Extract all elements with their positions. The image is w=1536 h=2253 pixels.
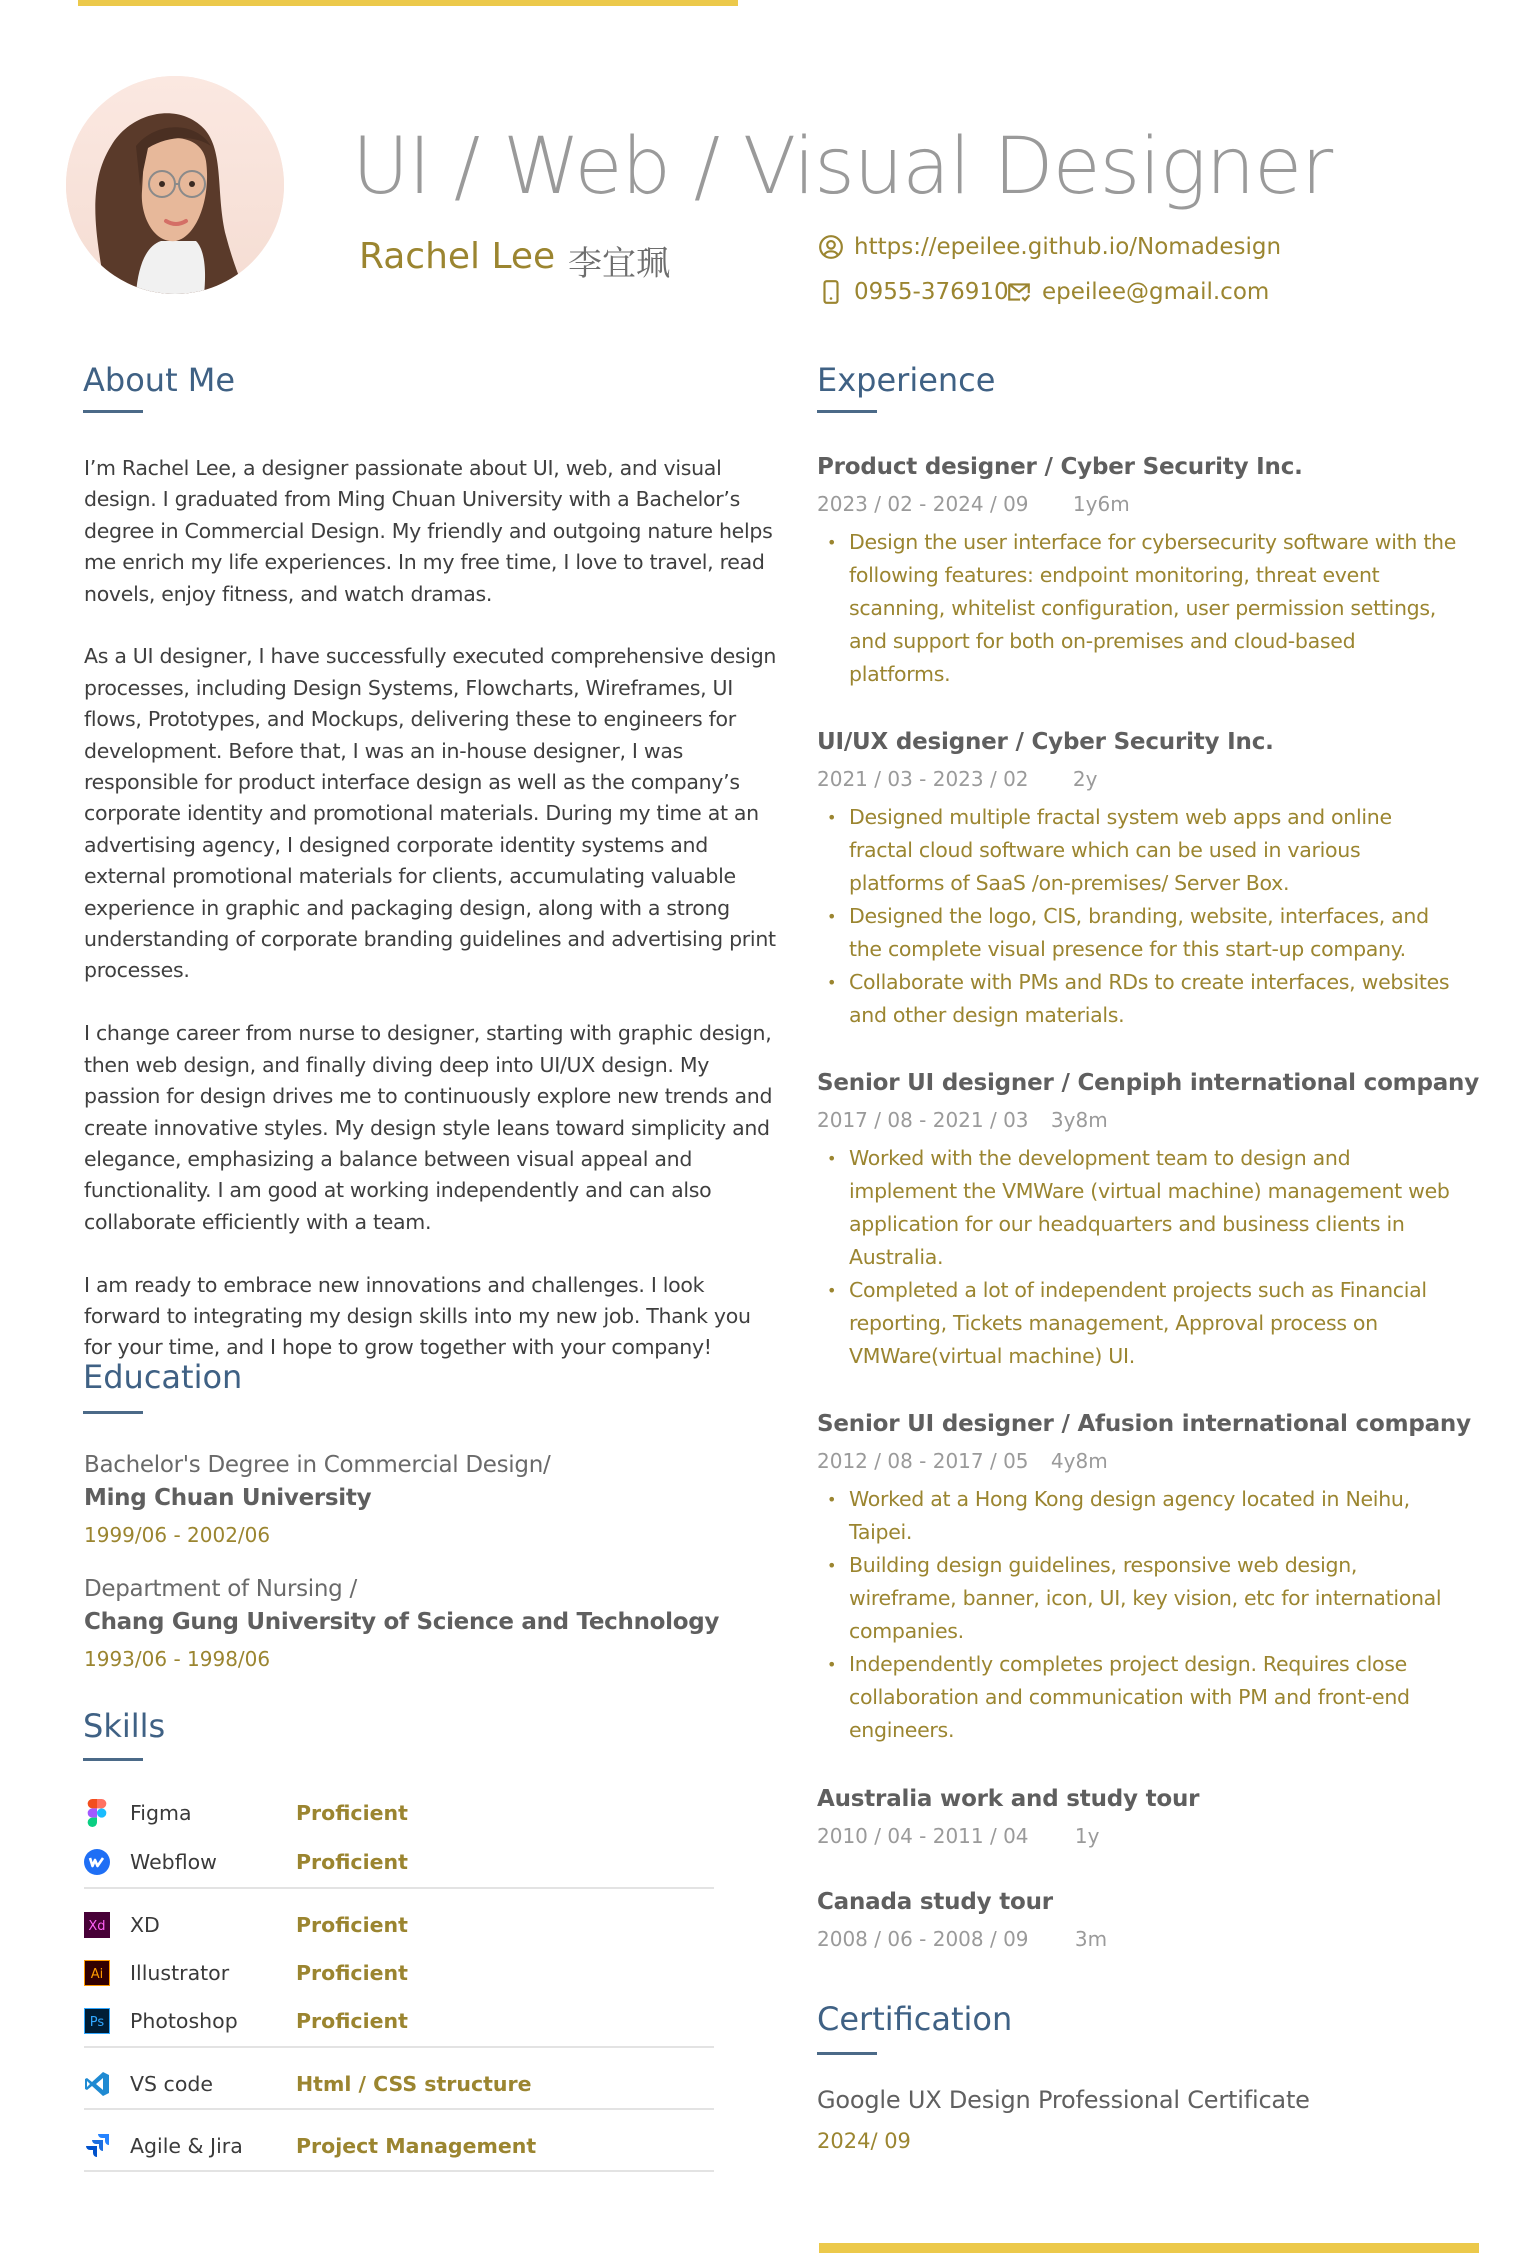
skill-name: Figma: [130, 1801, 192, 1825]
about-heading: About Me: [83, 361, 236, 399]
education-heading-rule: [83, 1411, 143, 1414]
phone-number[interactable]: 0955-376910: [854, 279, 1009, 305]
skill-name: Webflow: [130, 1850, 217, 1874]
experience-bullet: • Designed the logo, CIS, branding, website, interfaces, and the complete visual presence for this start-up company.: [817, 900, 1457, 966]
about-paragraph: As a UI designer, I have successfully executed comprehensive design processes, including Design Systems, Flowcharts, Wireframes, UI flows, Prototypes, and Mockups, delivering these to engineers for development. Before that, I was an in-house designer, I was responsible for product interface design as well as the company’s corporate identity and promotional materials. During my time at an advertising agency, I designed corporate identity systems and external promotional materials for clients, accumulating valuable experience in graphic and packaging design, along with a strong understanding of corporate branding guidelines and advertising print processes.: [84, 644, 777, 983]
experience-bullets: [817, 1483, 1457, 1747]
job-title: UI / Web / Visual Designer: [352, 122, 1333, 212]
experience-duration: 1y: [1074, 1824, 1100, 1848]
experience-bullet: • Collaborate with PMs and RDs to create interfaces, websites and other design materials.: [817, 966, 1457, 1032]
experience-title: Senior UI designer / Cenpiph international company: [817, 1070, 1479, 1096]
experience-meta: [817, 1823, 1457, 1849]
education-dates: 1993/06 - 1998/06: [84, 1647, 271, 1671]
skill-row-photoshop: [84, 2001, 714, 2041]
experience-item: [817, 1783, 1457, 1849]
adobe-ps-badge: Ps: [89, 2015, 105, 2030]
experience-heading-rule: [817, 410, 877, 413]
jira-icon: [84, 2133, 110, 2159]
experience-meta: [817, 1107, 1457, 1133]
skill-divider: [84, 2170, 714, 2172]
experience-meta: [817, 766, 1457, 792]
profile-photo: [66, 76, 284, 294]
experience-meta: [817, 1926, 1457, 1952]
skill-name: XD: [130, 1913, 160, 1937]
skill-name: Agile & Jira: [130, 2134, 243, 2158]
experience-bullets: [817, 526, 1457, 691]
experience-title: Product designer / Cyber Security Inc.: [817, 454, 1303, 480]
name-chinese: 李宜珮: [568, 244, 670, 284]
experience-title: Australia work and study tour: [817, 1786, 1200, 1812]
skill-name: Photoshop: [130, 2009, 238, 2033]
website-link[interactable]: [818, 234, 1281, 260]
experience-bullet: • Building design guidelines, responsive web design, wireframe, banner, icon, UI, key vision, etc for international companies.: [817, 1549, 1457, 1648]
experience-bullet: • Completed a lot of independent projects such as Financial reporting, Tickets management, Approval process on VMWare(virtual machine) UI.: [817, 1274, 1457, 1373]
skill-divider: [84, 1887, 714, 1889]
mail-check-icon: [1006, 279, 1032, 305]
experience-duration: 2y: [1072, 767, 1098, 791]
skill-row-figma: [84, 1793, 714, 1833]
education-school: Chang Gung University of Science and Technology: [84, 1609, 720, 1635]
experience-item: [817, 451, 1457, 691]
experience-dates: 2012 / 08 - 2017 / 05: [817, 1449, 1029, 1473]
experience-title: Senior UI designer / Afusion international company: [817, 1411, 1471, 1437]
experience-item: [817, 1886, 1457, 1952]
experience-bullet: • Design the user interface for cybersecurity software with the following features: endpoint monitoring, threat event scanning, whitelist configuration, user permission settings, and support for both on-premises and cloud-based platforms.: [817, 526, 1457, 691]
skill-level: Html / CSS structure: [296, 2072, 532, 2096]
adobe-xd-icon: [84, 1912, 110, 1938]
experience-dates: 2010 / 04 - 2011 / 04: [817, 1824, 1029, 1848]
experience-title: Canada study tour: [817, 1889, 1053, 1915]
email-contact[interactable]: [1006, 279, 1269, 305]
experience-meta: [817, 491, 1457, 517]
experience-title: UI/UX designer / Cyber Security Inc.: [817, 729, 1274, 755]
skills-heading: Skills: [83, 1707, 166, 1745]
website-url[interactable]: https://epeilee.github.io/Nomadesign: [854, 234, 1282, 260]
certification-heading-rule: [817, 2052, 877, 2055]
experience-bullets: [817, 801, 1457, 1032]
bottom-accent-bar: [819, 2243, 1479, 2253]
experience-dates: 2021 / 03 - 2023 / 02: [817, 767, 1029, 791]
certification-name: Google UX Design Professional Certificate: [817, 2086, 1310, 2114]
education-item: [84, 1573, 719, 1671]
skill-divider: [84, 2046, 714, 2048]
adobe-ai-badge: Ai: [90, 1967, 104, 1982]
name-english: Rachel Lee: [359, 236, 556, 277]
figma-icon: [84, 1800, 110, 1826]
about-paragraph: I’m Rachel Lee, a designer passionate about UI, web, and visual design. I graduated from Ming Chuan University with a Bachelor’s degree in Commercial Design. My friendly and outgoing nature helps me enrich my life experiences. In my free time, I love to travel, read novels, enjoy fitness, and watch dramas.: [84, 456, 773, 606]
education-item: [84, 1449, 550, 1547]
experience-dates: 2023 / 02 - 2024 / 09: [817, 492, 1029, 516]
experience-bullet: • Designed multiple fractal system web apps and online fractal cloud software which can be used in various platforms of SaaS /on-premises/ Server Box.: [817, 801, 1457, 900]
experience-item: [817, 1408, 1471, 1747]
experience-duration: 3m: [1074, 1927, 1108, 1951]
experience-item: [817, 726, 1457, 1032]
experience-item: [817, 1067, 1479, 1373]
vscode-icon: [84, 2071, 110, 2097]
education-degree: Department of Nursing /: [84, 1576, 357, 1602]
skill-row-vscode: [84, 2064, 714, 2104]
skill-level: Proficient: [296, 1801, 408, 1825]
webflow-icon: [84, 1849, 110, 1875]
skill-level: Project Management: [296, 2134, 537, 2158]
skill-level: Proficient: [296, 1913, 408, 1937]
about-heading-rule: [83, 410, 143, 413]
experience-duration: 4y8m: [1050, 1449, 1108, 1473]
adobe-xd-badge: Xd: [88, 1919, 106, 1934]
skill-row-xd: [84, 1905, 714, 1945]
experience-heading: Experience: [817, 361, 996, 399]
experience-dates: 2017 / 08 - 2021 / 03: [817, 1108, 1029, 1132]
skill-row-webflow: [84, 1842, 714, 1882]
mobile-phone-icon: [818, 279, 844, 305]
skill-name: Illustrator: [130, 1961, 230, 1985]
education-heading: Education: [83, 1358, 243, 1396]
education-school: Ming Chuan University: [84, 1485, 372, 1511]
education-degree: Bachelor's Degree in Commercial Design/: [84, 1452, 551, 1478]
about-paragraph: I am ready to embrace new innovations and challenges. I look forward to integrating my design skills into my new job. Thank you for your time, and I hope to grow together with your company!: [84, 1272, 751, 1360]
top-accent-bar: [78, 0, 738, 6]
experience-duration: 1y6m: [1072, 492, 1130, 516]
about-text: [84, 453, 784, 1395]
email-address[interactable]: epeilee@gmail.com: [1042, 279, 1270, 305]
experience-duration: 3y8m: [1050, 1108, 1108, 1132]
portrait-illustration: [66, 76, 284, 294]
experience-dates: 2008 / 06 - 2008 / 09: [817, 1927, 1029, 1951]
phone-contact[interactable]: [818, 279, 1009, 305]
skills-heading-rule: [83, 1758, 143, 1761]
certification-date: 2024/ 09: [817, 2129, 911, 2153]
experience-bullet: • Independently completes project design. Requires close collaboration and communication with PM and front-end engineers.: [817, 1648, 1457, 1747]
user-circle-icon: [818, 234, 844, 260]
experience-bullets: [817, 1142, 1457, 1373]
education-dates: 1999/06 - 2002/06: [84, 1523, 271, 1547]
adobe-illustrator-icon: [84, 1960, 110, 1986]
skill-name: VS code: [130, 2072, 213, 2096]
skill-row-illustrator: [84, 1953, 714, 1993]
adobe-photoshop-icon: [84, 2008, 110, 2034]
skill-level: Proficient: [296, 2009, 408, 2033]
skill-row-jira: [84, 2126, 714, 2166]
experience-meta: [817, 1448, 1457, 1474]
skill-level: Proficient: [296, 1961, 408, 1985]
experience-bullet: • Worked at a Hong Kong design agency located in Neihu, Taipei.: [817, 1483, 1457, 1549]
about-paragraph: I change career from nurse to designer, starting with graphic design, then web design, and finally diving deep into UI/UX design. My passion for design drives me to continuously explore new trends and create innovative styles. My design style leans toward simplicity and elegance, emphasizing a balance between visual appeal and functionality. I am good at working independently and can also collaborate efficiently with a team.: [84, 1021, 773, 1234]
experience-bullet: • Worked with the development team to design and implement the VMWare (virtual machine) management web application for our headquarters and business clients in Australia.: [817, 1142, 1457, 1274]
skill-divider: [84, 2108, 714, 2110]
skill-level: Proficient: [296, 1850, 408, 1874]
certification-heading: Certification: [817, 2000, 1013, 2038]
